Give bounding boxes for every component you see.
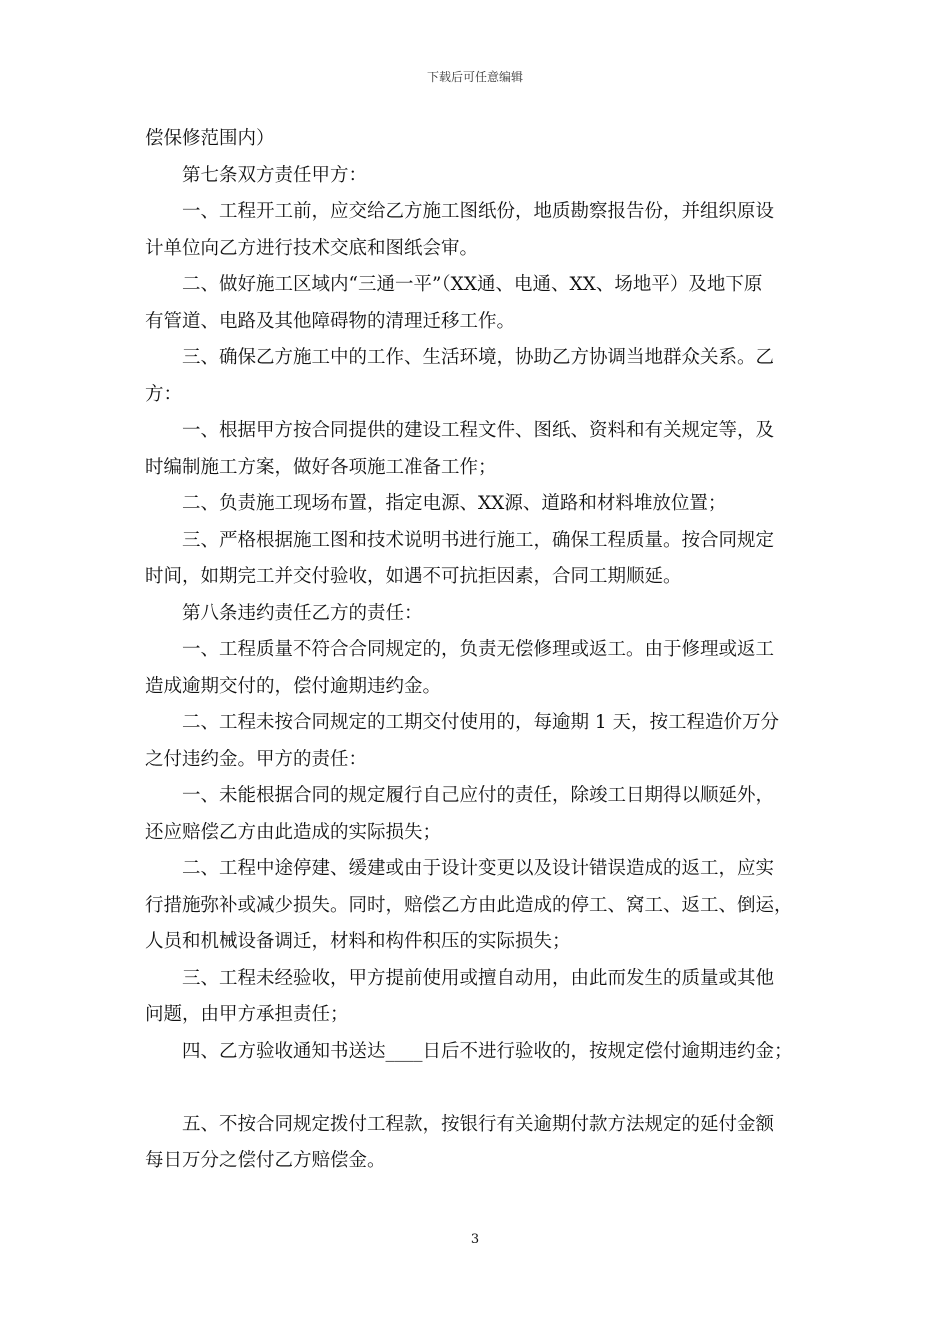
text-line: 五、不按合同规定拨付工程款，按银行有关逾期付款方法规定的延付金额 [182,1113,775,1135]
text-line: 每日万分之偿付乙方赔偿金。 [145,1150,386,1171]
text-line: 第七条双方责任甲方： [182,164,368,186]
text-line: 行措施弥补或减少损失。同时，赔偿乙方由此造成的停工、窝工、返工、倒运， [145,894,793,916]
text-line: 时编制施工方案，做好各项施工准备工作； [145,456,497,478]
text-line: 一、根据甲方按合同提供的建设工程文件、图纸、资料和有关规定等，及 [182,420,775,441]
page-number: 3 [470,1232,480,1247]
text-line: 二、工程未按合同规定的工期交付使用的，每逾期 1 天，按工程造价万分 [182,712,780,733]
text-line: 二、工程中途停建、缓建或由于设计变更以及设计错误造成的返工，应实 [182,858,775,879]
text-line: 之付违约金。甲方的责任： [145,748,368,770]
text-line: 时间，如期完工并交付验收，如遇不可抗拒因素，合同工期顺延。 [145,566,682,587]
text-line: 一、未能根据合同的规定履行自己应付的责任，除竣工日期得以顺延外， [182,785,775,806]
text-line: 三、严格根据施工图和技术说明书进行施工，确保工程质量。按合同规定 [182,529,775,551]
text-line: 造成逾期交付的，偿付逾期违约金。 [145,675,442,697]
text-line: 二、负责施工现场布置，指定电源、XX源、道路和材料堆放位置； [182,493,727,514]
document-body [145,124,815,1183]
text-line: 问题，由甲方承担责任； [145,1004,349,1025]
text-line: 人员和机械设备调迁，材料和构件积压的实际损失； [145,931,571,952]
text-line: 二、做好施工区域内“三通一平”（XX通、电通、XX、场地平）及地下原 [182,274,763,295]
text-line: 有管道、电路及其他障碍物的清理迁移工作。 [145,310,516,332]
blank-line [145,1073,815,1110]
page-header: 下载后可任意编辑 [426,70,523,84]
text-line: 一、工程质量不符合合同规定的，负责无偿修理或返工。由于修理或返工 [182,639,775,660]
text-line: 计单位向乙方进行技术交底和图纸会审。 [145,237,479,259]
text-line: 四、乙方验收通知书送达____日后不进行验收的，按规定偿付逾期违约金； [182,1040,793,1062]
text-line: 第八条违约责任乙方的责任： [182,602,423,624]
text-line: 还应赔偿乙方由此造成的实际损失； [145,821,442,843]
text-line: 偿保修范围内） [145,128,275,149]
text-line: 一、工程开工前，应交给乙方施工图纸份，地质勘察报告份，并组织原设 [182,201,775,222]
text-line: 三、工程未经验收，甲方提前使用或擅自动用，由此而发生的质量或其他 [182,967,775,989]
text-line: 三、确保乙方施工中的工作、生活环境，协助乙方协调当地群众关系。乙 [182,347,775,368]
text-line: 方： [145,383,183,405]
